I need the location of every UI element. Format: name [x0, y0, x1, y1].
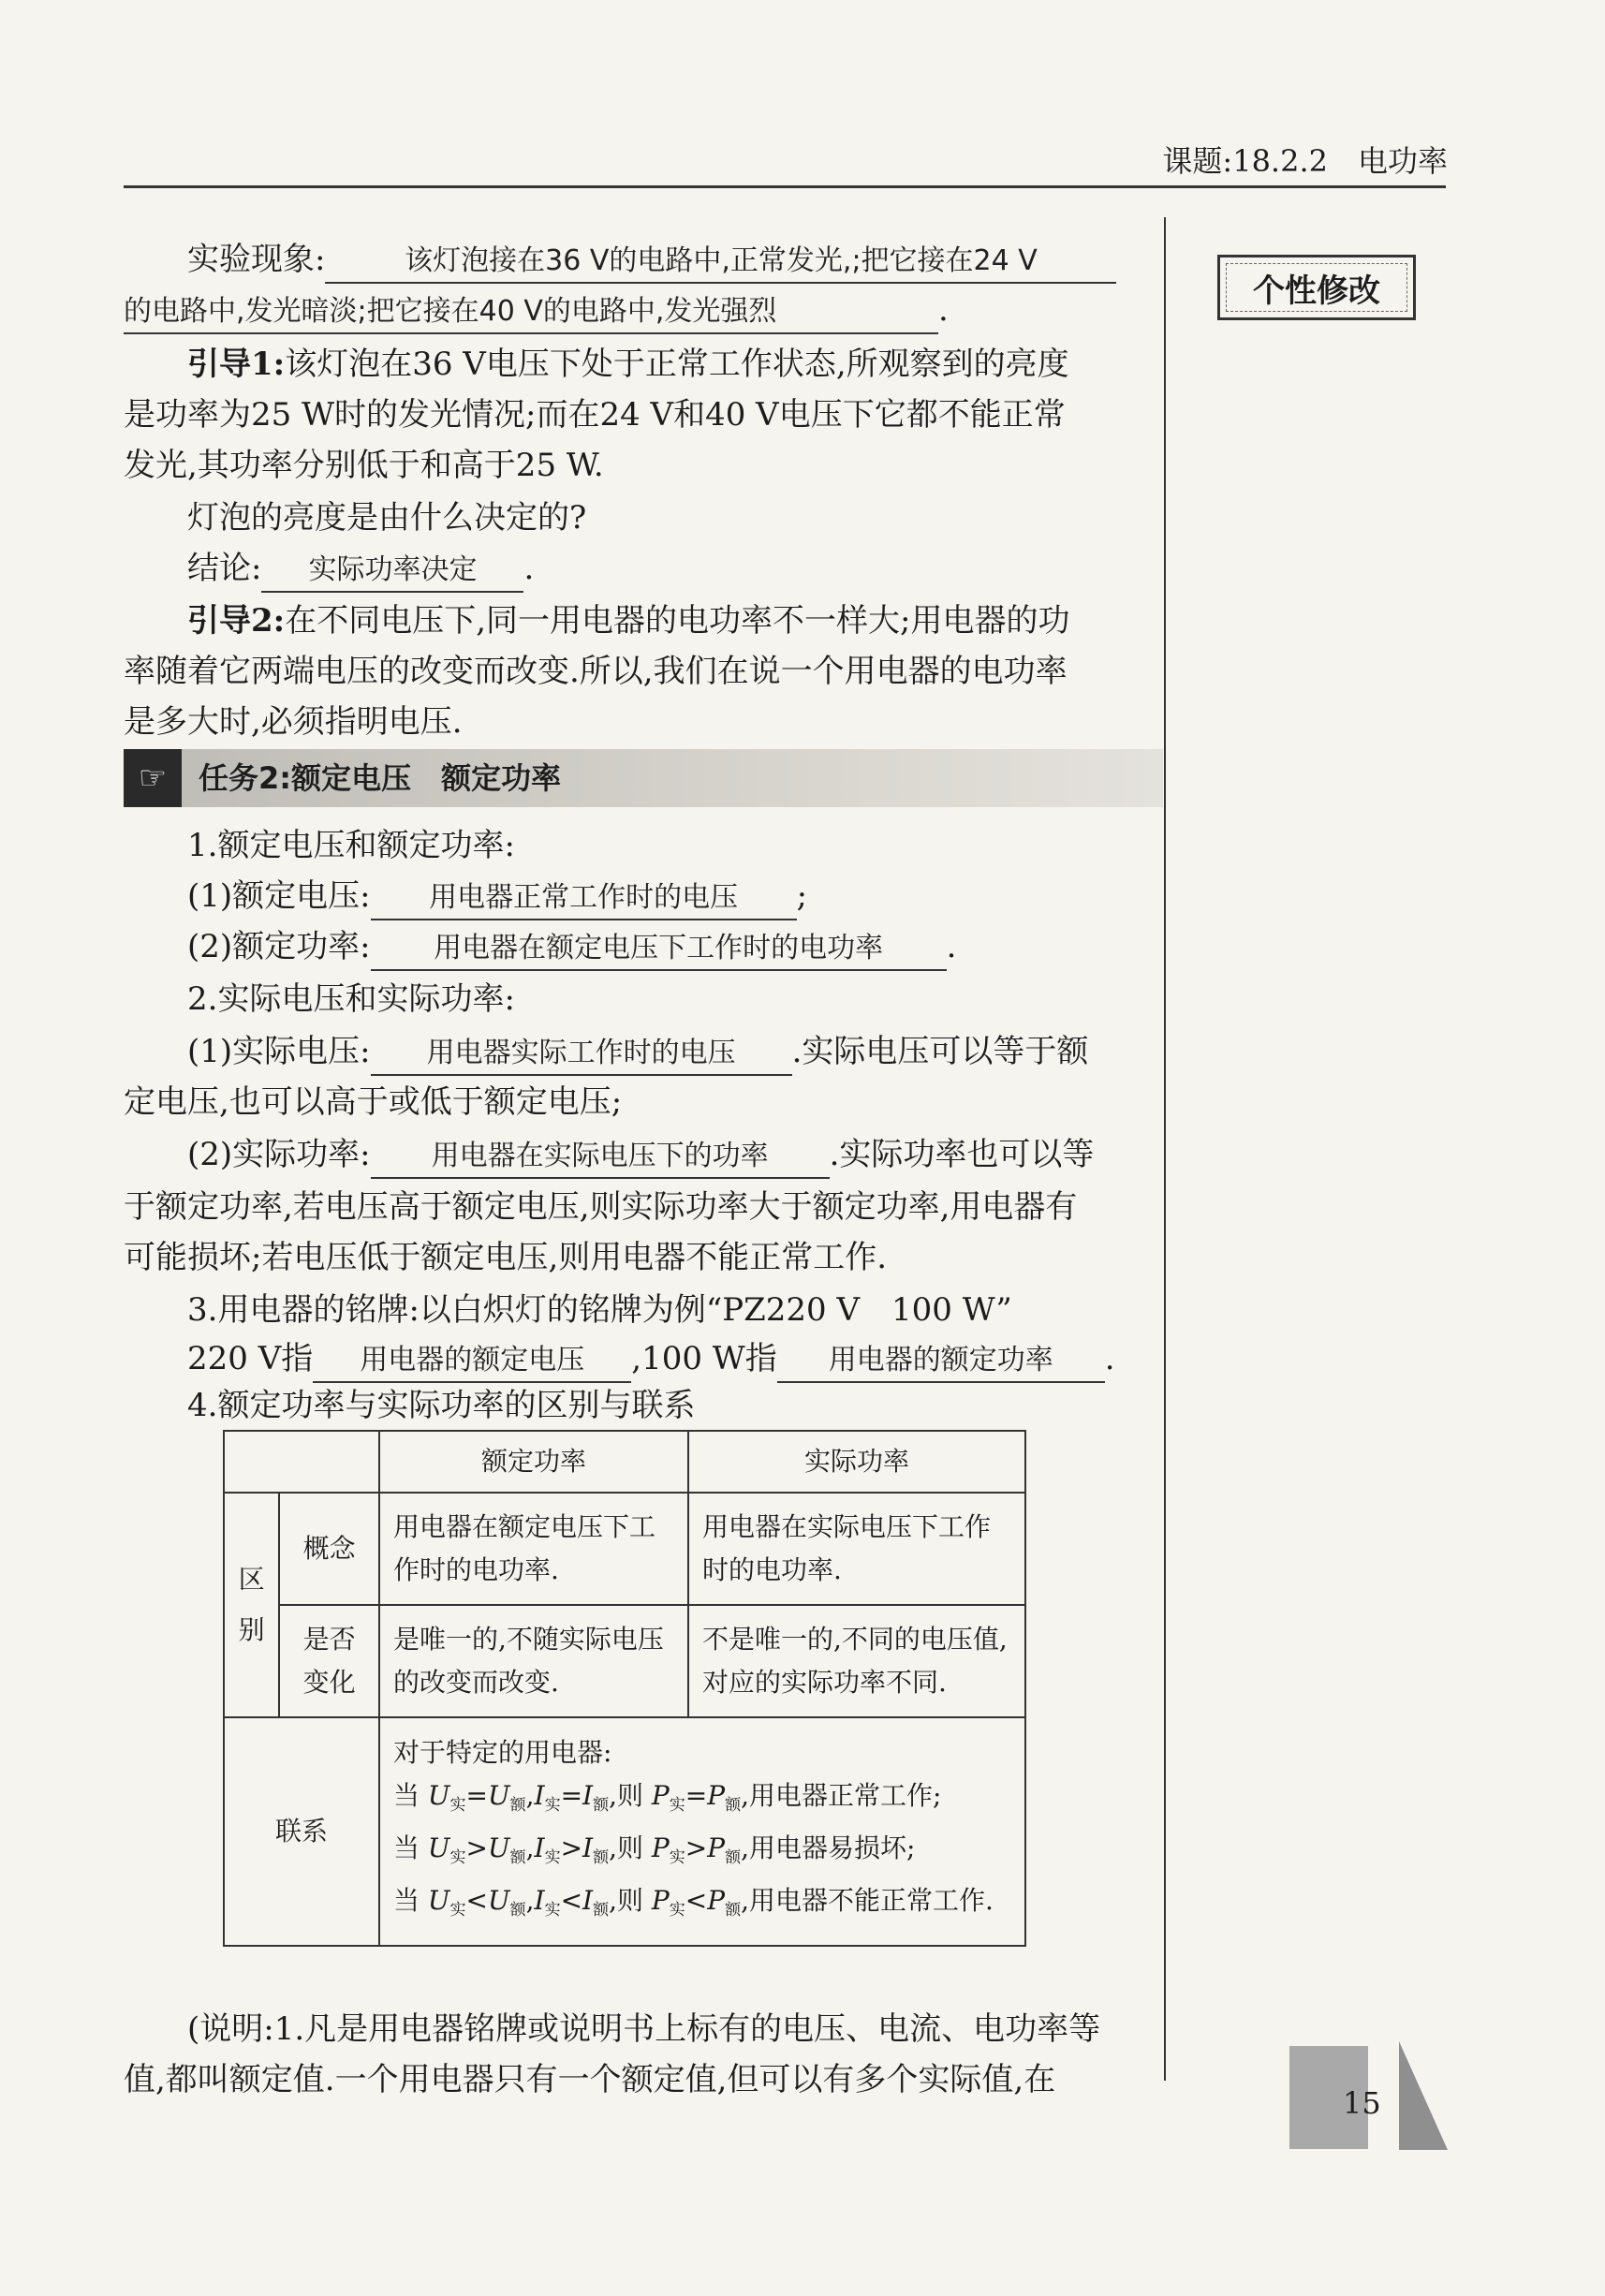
guide2-line-3: 是多大时,必须指明电压. — [124, 703, 463, 741]
phenomenon-answer-1: 该灯泡接在36 V的电路中,正常发光,;把它接在24 V — [325, 241, 1116, 284]
relation-intro: 对于特定的用电器: — [393, 1737, 612, 1768]
table-row — [224, 1717, 1025, 1946]
task2-item2a-line2: 定电压,也可以高于或低于额定电压; — [124, 1083, 623, 1121]
task2-header — [124, 749, 1163, 807]
conclusion-answer: 实际功率决定 — [261, 550, 523, 593]
header-rule — [124, 185, 1446, 188]
conclusion-line: 结论: 实际功率决定 . — [187, 543, 534, 594]
task2-item2b: (2)实际功率: 用电器在实际电压下的功率 .实际功率也可以等 — [187, 1129, 1094, 1180]
relation-less: 当 $U_实<U_额,I_实<I_额$,则 $P_实<P_额$,用电器不能正常工作. — [393, 1885, 994, 1920]
rated-power-answer: 用电器在额定电压下工作时的电功率 — [371, 928, 947, 971]
phenomenon-line-1: 实验现象: 该灯泡接在36 V的电路中,正常发光,;把它接在24 V — [187, 234, 1116, 285]
actual-voltage-answer: 用电器实际工作时的电压 — [371, 1033, 792, 1076]
guide2-line-1: 引导2:在不同电压下,同一用电器的电功率不一样大;用电器的功 — [187, 602, 1070, 640]
comparison-table — [223, 1430, 1026, 1947]
concept-label: 概念 — [279, 1493, 379, 1605]
phenomenon-answer-2: 的电路中,发光暗淡;把它接在40 V的电路中,发光强烈 — [124, 291, 938, 334]
task2-item3: 3.用电器的铭牌:以白炽灯的铭牌为例“PZ220 V 100 W” — [187, 1291, 1012, 1329]
task2-item2b-line2: 于额定功率,若电压高于额定电压,则实际功率大于额定功率,用电器有 — [124, 1188, 1078, 1226]
brightness-question: 灯泡的亮度是由什么决定的? — [187, 499, 587, 537]
phenomenon-line-2: 的电路中,发光暗淡;把它接在40 V的电路中,发光强烈 . — [124, 285, 949, 335]
task2-item2: 2.实际电压和实际功率: — [187, 980, 515, 1018]
difference-label: 区别 — [224, 1493, 279, 1717]
relation-greater: 当 $U_实>U_额,I_实>I_额$,则 $P_实>P_额$,用电器易损坏; — [393, 1832, 916, 1867]
guide1-line-2: 是功率为25 W时的发光情况;而在24 V和40 V电压下它都不能正常 — [124, 396, 1066, 434]
guide1-line-3: 发光,其功率分别低于和高于25 W. — [124, 447, 604, 484]
task2-item2a: (1)实际电压: 用电器实际工作时的电压 .实际电压可以等于额 — [187, 1026, 1088, 1077]
concept-actual: 用电器在实际电压下工作时的电功率. — [688, 1493, 1025, 1605]
task2-item1a: (1)额定电压: 用电器正常工作时的电压 ; — [187, 871, 807, 921]
variation-label: 是否变化 — [279, 1605, 379, 1717]
note-line-1: (说明:1.凡是用电器铭牌或说明书上标有的电压、电流、电功率等 — [187, 2010, 1101, 2048]
pointing-hand-icon: ☞ — [124, 749, 182, 807]
relation-equal: 当 $U_实=U_额,I_实=I_额$,则 $P_实=P_额$,用电器正常工作; — [393, 1780, 942, 1815]
col-rated-power: 额定功率 — [379, 1431, 688, 1493]
margin-rule — [1164, 217, 1166, 2081]
table-row — [224, 1605, 1025, 1717]
concept-rated: 用电器在额定电压下工作时的电功率. — [379, 1493, 688, 1605]
task2-item2b-line3: 可能损坏;若电压低于额定电压,则用电器不能正常工作. — [124, 1239, 888, 1276]
col-actual-power: 实际功率 — [688, 1431, 1025, 1493]
rated-voltage-answer: 用电器正常工作时的电压 — [371, 877, 797, 920]
table-corner-cell — [224, 1431, 379, 1493]
table-header-row — [224, 1431, 1025, 1493]
table-row — [224, 1493, 1025, 1605]
relation-content — [379, 1717, 1025, 1946]
task2-title: 任务2:额定电压 额定功率 — [199, 760, 562, 796]
power-meaning-answer: 用电器的额定功率 — [777, 1340, 1105, 1383]
page-corner-triangle — [1399, 2041, 1448, 2150]
page-number: 15 — [1343, 2085, 1381, 2121]
task2-item1b: (2)额定功率: 用电器在额定电压下工作时的电功率 . — [187, 921, 956, 972]
variation-actual: 不是唯一的,不同的电压值,对应的实际功率不同. — [688, 1605, 1025, 1717]
task2-item3-blanks: 220 V指 用电器的额定电压 ,100 W指 用电器的额定功率 . — [187, 1333, 1115, 1384]
guide2-line-2: 率随着它两端电压的改变而改变.所以,我们在说一个用电器的电功率 — [124, 653, 1068, 690]
lesson-topic: 课题:18.2.2 电功率 — [1162, 143, 1448, 179]
notes-label: 个性修改 — [1217, 255, 1416, 320]
guide1-line-1: 引导1:该灯泡在36 V电压下处于正常工作状态,所观察到的亮度 — [187, 346, 1069, 383]
relation-label: 联系 — [224, 1717, 379, 1946]
voltage-meaning-answer: 用电器的额定电压 — [313, 1340, 631, 1383]
task2-item1: 1.额定电压和额定功率: — [187, 827, 515, 864]
actual-power-answer: 用电器在实际电压下的功率 — [371, 1136, 830, 1179]
variation-rated: 是唯一的,不随实际电压的改变而改变. — [379, 1605, 688, 1717]
note-line-2: 值,都叫额定值.一个用电器只有一个额定值,但可以有多个实际值,在 — [124, 2061, 1056, 2098]
task2-item4: 4.额定功率与实际功率的区别与联系 — [187, 1387, 696, 1424]
